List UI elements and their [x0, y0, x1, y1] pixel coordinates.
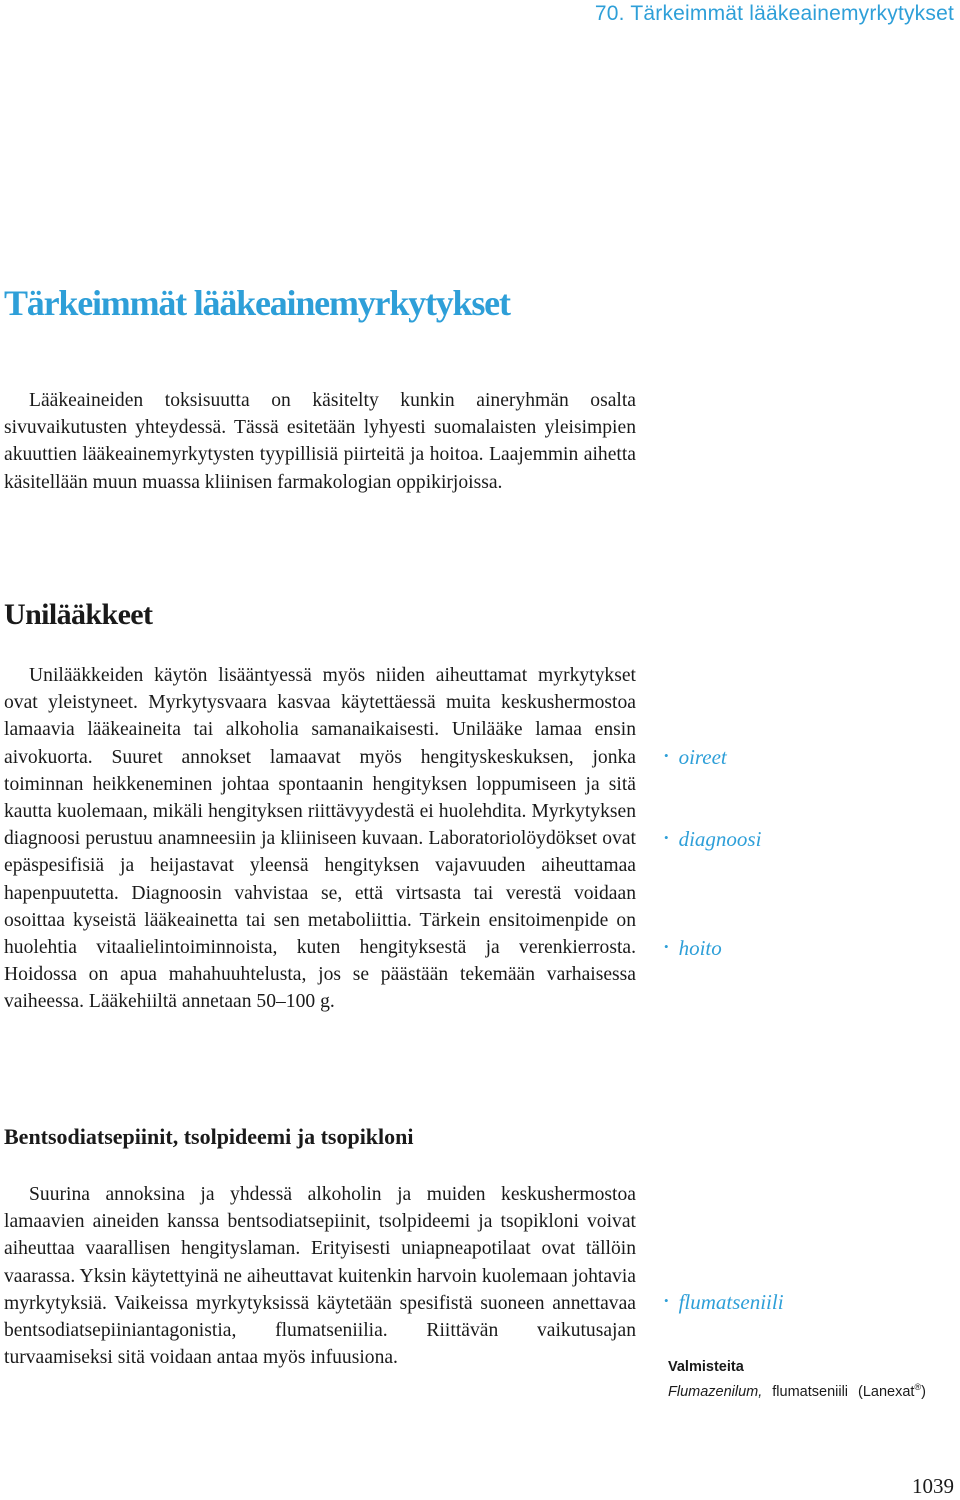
margin-note-oireet [664, 745, 727, 770]
bullet-icon: • [664, 939, 669, 954]
chapter-title: Tärkeimmät lääkeainemyrkytykset [4, 283, 510, 323]
margin-note-hoito [664, 936, 722, 961]
section-heading-bentsodiatsepiinit: Bentsodiatsepiinit, tsolpideemi ja tsopikloni [4, 1124, 414, 1149]
page-number: 1039 [912, 1474, 954, 1498]
preparation-finnish-name: flumatseniili [772, 1384, 849, 1400]
margin-note-label: oireet [678, 745, 727, 769]
bullet-icon: • [664, 830, 669, 845]
section-heading-unilaakkeet: Unilääkkeet [4, 598, 153, 631]
preparations-box [668, 1357, 926, 1402]
margin-note-label: flumatseniili [678, 1290, 784, 1314]
section-text-unilaakkeet: Unilääkkeiden käytön lisääntyessä myös niiden aiheuttamat myrkytykset ovat yleistyneet. Myrkytysvaara kasvaa käytettäessä muita keskushermostoa lamaavia lääkeaineita tai alkoholia samanaikaisesti. Unilääke lamaa ensin aivokuorta. Suuret annokset lamaavat myös hengityskeskuksen, jonka toiminnan heikkeneminen johtaa spontaanin hengityksen loppumiseen ja sitä kautta kuolemaan, mikäli hengityksen riittävyydestä ei huolehdita. Myrkytyksen diagnoosi perustuu anamneesiin ja kliiniseen kuvaan. Laboratoriolöydökset ovat epäspesifisiä ja heijastavat yleensä hengityksen vajavuuden aiheuttamaa hapenpuutetta. Diagnoosin vahvistaa se, että virtsasta tai verestä voidaan osoittaa kyseistä lääkeainetta tai sen metaboliittia. Tärkein ensitoimenpide on huolehtia vitaalielintoiminnoista, kuten hengityksestä ja verenkierrosta. Hoidossa on apua mahahuuhtelusta, jos se päästään tekemään varhaisessa vaiheessa. Lääkehiiltä annetaan 50–100 g. [4, 665, 636, 1013]
preparations-line [668, 1377, 926, 1402]
registered-mark: ® [914, 1382, 922, 1392]
running-head: 70. Tärkeimmät lääkeainemyrkytykset [594, 2, 954, 25]
preparation-latin-name: Flumazenilum, [668, 1384, 763, 1400]
intro-paragraph: Lääkeaineiden toksisuutta on käsitelty kunkin aineryhmän osalta sivuvaikutusten yhteydessä. Tässä esitetään lyhyesti suomalaisten yleisimpien akuuttien lääkeainemyrkytysten tyypillisiä piirteitä ja hoitoa. Laajemmin aihetta käsitellään muun muassa kliinisen farmakologian oppikirjoissa. [4, 390, 636, 493]
margin-note-flumatseniili [664, 1290, 784, 1315]
preparation-brand: (Lanexat®) [858, 1382, 926, 1400]
bullet-icon: • [664, 748, 669, 763]
preparations-heading: Valmisteita [668, 1359, 744, 1375]
margin-note-label: hoito [678, 936, 722, 960]
bullet-icon: • [664, 1293, 669, 1308]
margin-note-label: diagnoosi [678, 827, 762, 851]
margin-note-diagnoosi [664, 827, 761, 852]
section-text-bentsodiatsepiinit: Suurina annoksina ja yhdessä alkoholin ja muiden keskushermostoa lamaavien aineiden kanssa bentsodiatsepiinit, tsolpideemi ja tsopikloni voivat aiheuttaa vaarallisen hengityslaman. Erityisesti uniapneapotilaat ovat tällöin vaarassa. Yksin käytettyinä ne aiheuttavat kuitenkin harvoin kuolemaan johtavia myrkytyksiä. Vaikeissa myrkytyksissä käytetään spesifistä suoneen annettavaa bentsodiatsepiiniantagonistia, flumatseniilia. Riittävän vaikutusajan turvaamiseksi sitä voidaan antaa myös infuusiona. [4, 1184, 636, 1369]
